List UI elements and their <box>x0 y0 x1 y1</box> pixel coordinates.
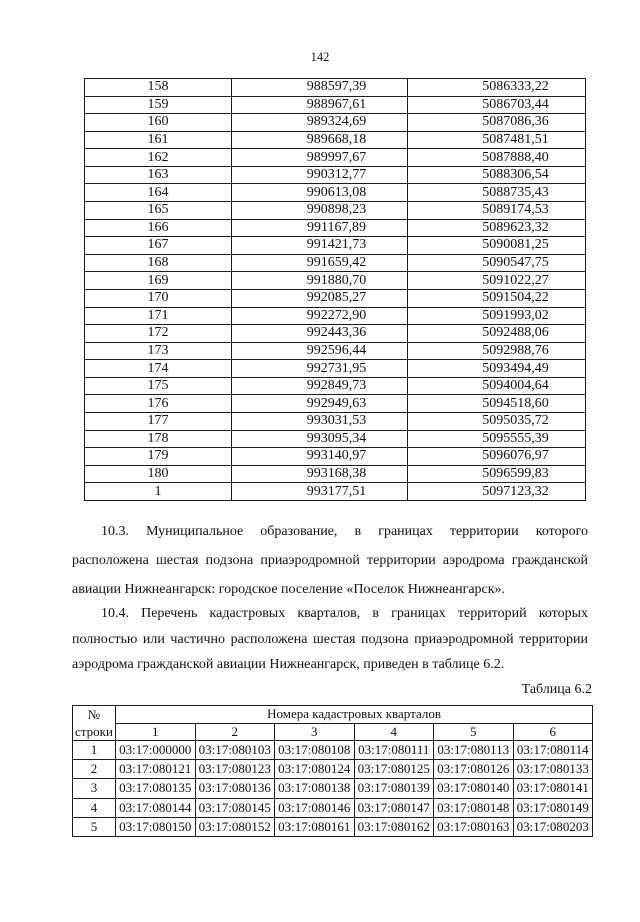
point-number-cell: 172 <box>85 325 232 343</box>
row-number-header <box>73 706 116 741</box>
row-number-cell: 1 <box>73 741 116 760</box>
coordinate-x-cell: 993177,51 <box>232 483 408 501</box>
cadastral-quarter-cell: 03:17:080147 <box>354 798 434 817</box>
table-row <box>85 219 586 237</box>
paragraph-line: авиации Нижнеангарск: городское поселение «Поселок Нижнеангарск». <box>72 582 506 597</box>
table-row <box>85 202 586 220</box>
coordinate-x-cell: 989324,69 <box>232 114 408 132</box>
paragraph-line: расположена шестая подзона приаэродромной территории аэродрома гражданской <box>72 553 588 568</box>
table-row <box>85 184 586 202</box>
point-number-cell: 1 <box>85 483 232 501</box>
coordinate-x-cell: 989997,67 <box>232 149 408 167</box>
paragraph-line: 10.4. Перечень кадастровых кварталов, в границах территорий которых <box>101 606 588 621</box>
table-row <box>85 430 586 448</box>
coordinate-y-cell: 5094004,64 <box>408 377 586 395</box>
point-number-cell: 170 <box>85 289 232 307</box>
coordinate-y-cell: 5095555,39 <box>408 430 586 448</box>
cadastral-quarters-table <box>72 705 593 837</box>
coordinate-x-cell: 991659,42 <box>232 254 408 272</box>
paragraph-line: полностью или частично расположена шестая подзона приаэродромной территории <box>72 631 588 647</box>
table-row <box>73 741 593 760</box>
coordinate-x-cell: 993168,38 <box>232 465 408 483</box>
cadastral-quarter-cell: 03:17:080121 <box>116 760 196 779</box>
table-row <box>73 779 593 798</box>
coordinate-x-cell: 990613,08 <box>232 184 408 202</box>
table-row <box>85 307 586 325</box>
table-row <box>85 254 586 272</box>
table-row <box>85 465 586 483</box>
coordinate-x-cell: 992596,44 <box>232 342 408 360</box>
coordinate-x-cell: 988967,61 <box>232 96 408 114</box>
cadastral-quarter-cell: 03:17:080135 <box>116 779 196 798</box>
coordinates-table-body <box>85 79 586 501</box>
coordinate-y-cell: 5093494,49 <box>408 360 586 378</box>
column-number-header: 1 <box>116 723 196 741</box>
coordinate-x-cell: 991167,89 <box>232 219 408 237</box>
coordinate-y-cell: 5096599,83 <box>408 465 586 483</box>
table-row <box>85 412 586 430</box>
coordinate-x-cell: 989668,18 <box>232 131 408 149</box>
coordinate-x-cell: 992949,63 <box>232 395 408 413</box>
coordinate-y-cell: 5089174,53 <box>408 202 586 220</box>
table-row <box>85 149 586 167</box>
cadastral-quarter-cell: 03:17:080146 <box>275 798 355 817</box>
coordinate-y-cell: 5090547,75 <box>408 254 586 272</box>
table-row <box>73 817 593 836</box>
table-row <box>85 289 586 307</box>
point-number-cell: 163 <box>85 166 232 184</box>
point-number-cell: 166 <box>85 219 232 237</box>
header-row <box>73 723 593 741</box>
point-number-cell: 160 <box>85 114 232 132</box>
point-number-cell: 178 <box>85 430 232 448</box>
table-row <box>85 237 586 255</box>
coordinate-x-cell: 991421,73 <box>232 237 408 255</box>
cadastral-quarter-cell: 03:17:080125 <box>354 760 434 779</box>
cadastral-quarter-cell: 03:17:080148 <box>434 798 514 817</box>
cadastral-quarter-cell: 03:17:080149 <box>513 798 593 817</box>
paragraph-line: 10.3. Муниципальное образование, в границах территории которого <box>101 524 588 539</box>
table-row <box>85 325 586 343</box>
column-number-header: 6 <box>513 723 593 741</box>
table-row <box>85 377 586 395</box>
row-number-cell: 2 <box>73 760 116 779</box>
coordinate-y-cell: 5087086,36 <box>408 114 586 132</box>
coordinate-y-cell: 5090081,25 <box>408 237 586 255</box>
cadastral-quarter-cell: 03:17:080150 <box>116 817 196 836</box>
cadastral-quarter-cell: 03:17:080103 <box>195 741 275 760</box>
row-number-cell: 3 <box>73 779 116 798</box>
table-row <box>85 360 586 378</box>
cadastral-quarter-cell: 03:17:080162 <box>354 817 434 836</box>
point-number-cell: 177 <box>85 412 232 430</box>
cadastral-quarter-cell: 03:17:080133 <box>513 760 593 779</box>
table-row <box>85 342 586 360</box>
point-number-cell: 179 <box>85 448 232 466</box>
coordinate-y-cell: 5088735,43 <box>408 184 586 202</box>
cadastral-quarter-cell: 03:17:080152 <box>195 817 275 836</box>
coordinate-y-cell: 5097123,32 <box>408 483 586 501</box>
coordinate-x-cell: 993140,97 <box>232 448 408 466</box>
cadastral-quarter-cell: 03:17:080144 <box>116 798 196 817</box>
table-row <box>85 79 586 97</box>
coordinate-x-cell: 990312,77 <box>232 166 408 184</box>
point-number-cell: 175 <box>85 377 232 395</box>
coordinate-y-cell: 5092488,06 <box>408 325 586 343</box>
table-row <box>85 395 586 413</box>
cadastral-quarter-cell: 03:17:080163 <box>434 817 514 836</box>
point-number-cell: 171 <box>85 307 232 325</box>
paragraph-10-4 <box>72 601 588 678</box>
point-number-cell: 173 <box>85 342 232 360</box>
paragraph-line: аэродрома гражданской авиации Нижнеангарск, приведен в таблице 6.2. <box>72 657 505 672</box>
cadastral-quarter-cell: 03:17:080141 <box>513 779 593 798</box>
cadastral-table-body <box>73 741 593 837</box>
coordinates-table <box>84 78 586 501</box>
cadastral-quarter-cell: 03:17:000000 <box>116 741 196 760</box>
point-number-cell: 159 <box>85 96 232 114</box>
coordinate-y-cell: 5087481,51 <box>408 131 586 149</box>
table-row <box>85 448 586 466</box>
column-number-header: 2 <box>195 723 275 741</box>
cadastral-quarter-cell: 03:17:080113 <box>434 741 514 760</box>
cadastral-quarter-cell: 03:17:080161 <box>275 817 355 836</box>
point-number-cell: 169 <box>85 272 232 290</box>
point-number-cell: 158 <box>85 79 232 97</box>
coordinate-y-cell: 5095035,72 <box>408 412 586 430</box>
row-number-header-line: строки <box>75 724 113 739</box>
cadastral-quarter-cell: 03:17:080140 <box>434 779 514 798</box>
column-number-header: 4 <box>354 723 434 741</box>
coordinate-y-cell: 5094518,60 <box>408 395 586 413</box>
point-number-cell: 168 <box>85 254 232 272</box>
cadastral-quarter-cell: 03:17:080139 <box>354 779 434 798</box>
cadastral-table-header <box>73 706 593 741</box>
table-row <box>85 131 586 149</box>
table-row <box>85 483 586 501</box>
point-number-cell: 176 <box>85 395 232 413</box>
coordinate-x-cell: 991880,70 <box>232 272 408 290</box>
cadastral-quarter-cell: 03:17:080203 <box>513 817 593 836</box>
point-number-cell: 180 <box>85 465 232 483</box>
cadastral-quarter-cell: 03:17:080126 <box>434 760 514 779</box>
cadastral-quarter-cell: 03:17:080114 <box>513 741 593 760</box>
point-number-cell: 174 <box>85 360 232 378</box>
table-row <box>85 272 586 290</box>
coordinate-x-cell: 992085,27 <box>232 289 408 307</box>
page-number: 142 <box>310 50 330 64</box>
point-number-cell: 167 <box>85 237 232 255</box>
point-number-cell: 164 <box>85 184 232 202</box>
header-row <box>73 706 593 724</box>
row-number-header-line: № <box>87 707 101 722</box>
cadastral-quarter-cell: 03:17:080124 <box>275 760 355 779</box>
column-number-header: 3 <box>275 723 355 741</box>
row-number-cell: 4 <box>73 798 116 817</box>
cadastral-quarter-cell: 03:17:080108 <box>275 741 355 760</box>
table-row <box>73 760 593 779</box>
cadastral-quarter-cell: 03:17:080138 <box>275 779 355 798</box>
table-row <box>85 96 586 114</box>
point-number-cell: 161 <box>85 131 232 149</box>
coordinate-x-cell: 990898,23 <box>232 202 408 220</box>
coordinate-x-cell: 988597,39 <box>232 79 408 97</box>
coordinate-x-cell: 993095,34 <box>232 430 408 448</box>
coordinate-x-cell: 992731,95 <box>232 360 408 378</box>
coordinate-x-cell: 992443,36 <box>232 325 408 343</box>
coordinate-y-cell: 5091504,22 <box>408 289 586 307</box>
group-header: Номера кадастровых кварталов <box>116 706 593 724</box>
coordinate-y-cell: 5091022,27 <box>408 272 586 290</box>
coordinate-x-cell: 992849,73 <box>232 377 408 395</box>
coordinate-y-cell: 5088306,54 <box>408 166 586 184</box>
table-row <box>73 798 593 817</box>
column-number-header: 5 <box>434 723 514 741</box>
row-number-cell: 5 <box>73 817 116 836</box>
cadastral-quarter-cell: 03:17:080145 <box>195 798 275 817</box>
cadastral-quarter-cell: 03:17:080136 <box>195 779 275 798</box>
table-row <box>85 166 586 184</box>
cadastral-quarter-cell: 03:17:080123 <box>195 760 275 779</box>
coordinate-x-cell: 992272,90 <box>232 307 408 325</box>
coordinate-y-cell: 5091993,02 <box>408 307 586 325</box>
table-caption: Таблица 6.2 <box>521 682 592 697</box>
cadastral-quarter-cell: 03:17:080111 <box>354 741 434 760</box>
coordinate-y-cell: 5086703,44 <box>408 96 586 114</box>
paragraph-10-3 <box>72 517 588 604</box>
point-number-cell: 165 <box>85 202 232 220</box>
coordinate-y-cell: 5087888,40 <box>408 149 586 167</box>
coordinate-y-cell: 5086333,22 <box>408 79 586 97</box>
table-row <box>85 114 586 132</box>
coordinate-y-cell: 5089623,32 <box>408 219 586 237</box>
coordinate-x-cell: 993031,53 <box>232 412 408 430</box>
coordinate-y-cell: 5096076,97 <box>408 448 586 466</box>
point-number-cell: 162 <box>85 149 232 167</box>
coordinate-y-cell: 5092988,76 <box>408 342 586 360</box>
